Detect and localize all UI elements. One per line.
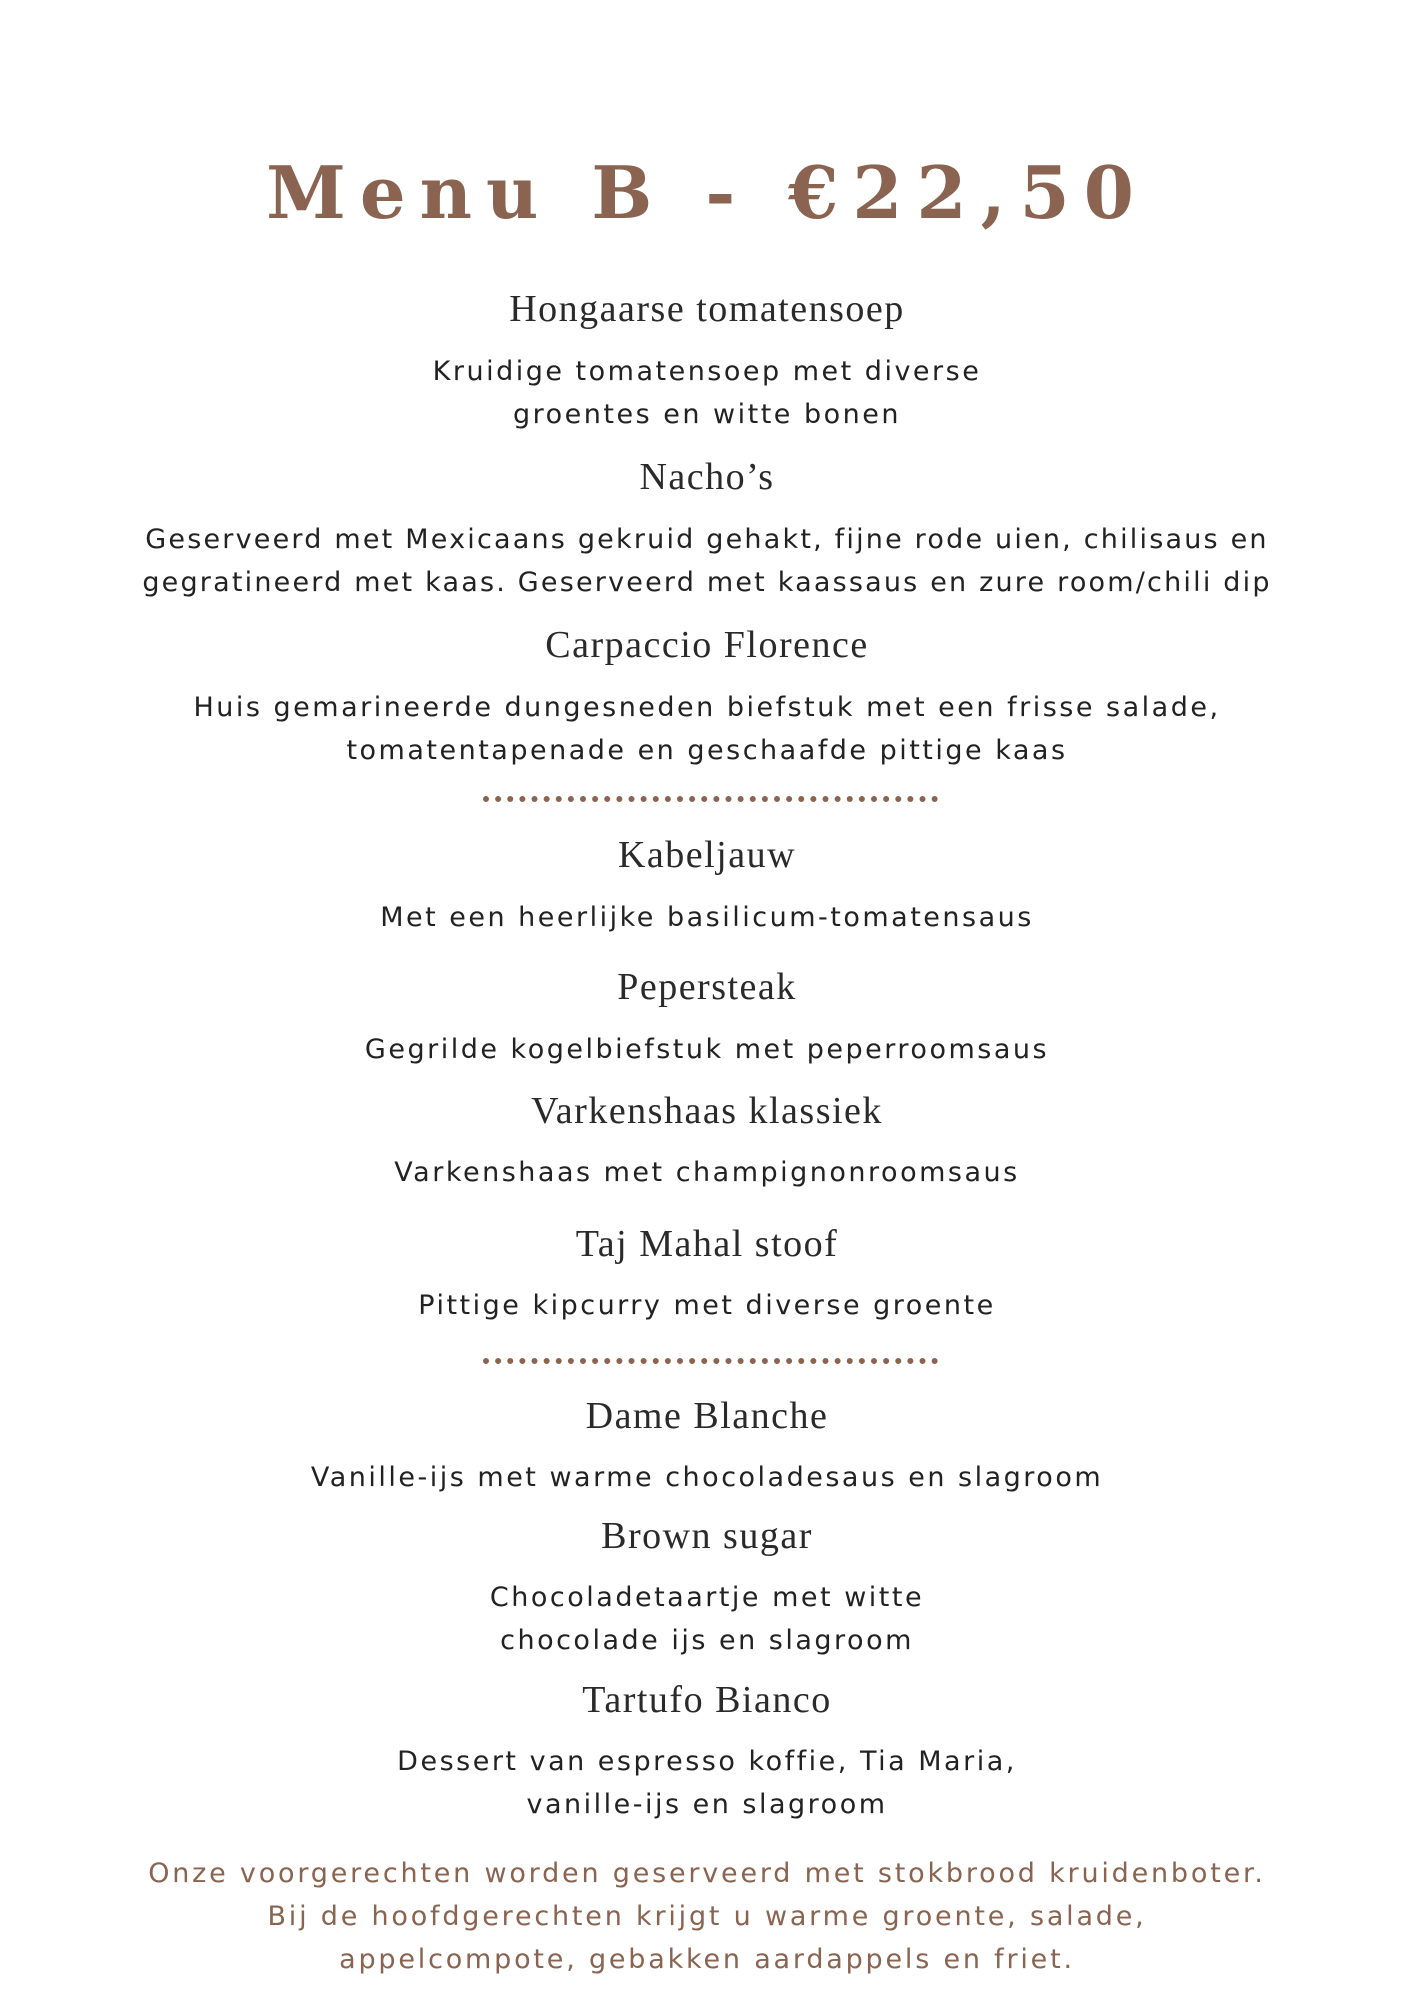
dish-name: Nacho’s <box>639 456 775 498</box>
dish-description: Geserveerd met Mexicaans gekruid gehakt, fijne rode uien, chilisaus en gegratineerd met kaas. Geserveerd met kaassaus en zure room/chili dip <box>142 524 1272 598</box>
section-divider <box>483 1358 938 1364</box>
dish-name: Kabeljauw <box>617 834 797 876</box>
dish-name: Brown sugar <box>601 1515 813 1557</box>
dish-name: Taj Mahal stoof <box>575 1223 839 1265</box>
menu-title: Menu B - €22,50 <box>266 150 1148 235</box>
dish-name: Tartufo Bianco <box>582 1679 832 1721</box>
dish-name: Hongaarse tomatensoep <box>509 288 905 330</box>
dish-description: Vanille-ijs met warme chocoladesaus en slagroom <box>310 1462 1104 1493</box>
menu-footer-note: Onze voorgerechten worden geserveerd met stokbrood kruidenboter. Bij de hoofdgerechten krijgt u warme groente, salade, appelcompote, gebakken aardappels en friet. <box>148 1858 1266 1975</box>
dish-description: Kruidige tomatensoep met diverse groentes en witte bonen <box>432 356 982 430</box>
dish-description: Pittige kipcurry met diverse groente <box>418 1290 996 1321</box>
dish-description: Huis gemarineerde dungesneden biefstuk met een frisse salade, tomatentapenade en geschaafde pittige kaas <box>193 692 1221 766</box>
section-divider <box>483 796 938 802</box>
dish-name: Dame Blanche <box>585 1395 829 1437</box>
dish-name: Carpaccio Florence <box>545 624 869 666</box>
dish-description: Dessert van espresso koffie, Tia Maria, vanille-ijs en slagroom <box>397 1746 1017 1820</box>
dish-name: Pepersteak <box>617 966 797 1008</box>
dish-description: Chocoladetaartje met witte chocolade ijs en slagroom <box>489 1582 925 1656</box>
dish-description: Gegrilde kogelbiefstuk met peperroomsaus <box>364 1034 1050 1065</box>
dish-description: Varkenshaas met champignonroomsaus <box>394 1157 1020 1188</box>
dish-name: Varkenshaas klassiek <box>531 1090 883 1132</box>
dish-description: Met een heerlijke basilicum-tomatensaus <box>380 902 1034 933</box>
